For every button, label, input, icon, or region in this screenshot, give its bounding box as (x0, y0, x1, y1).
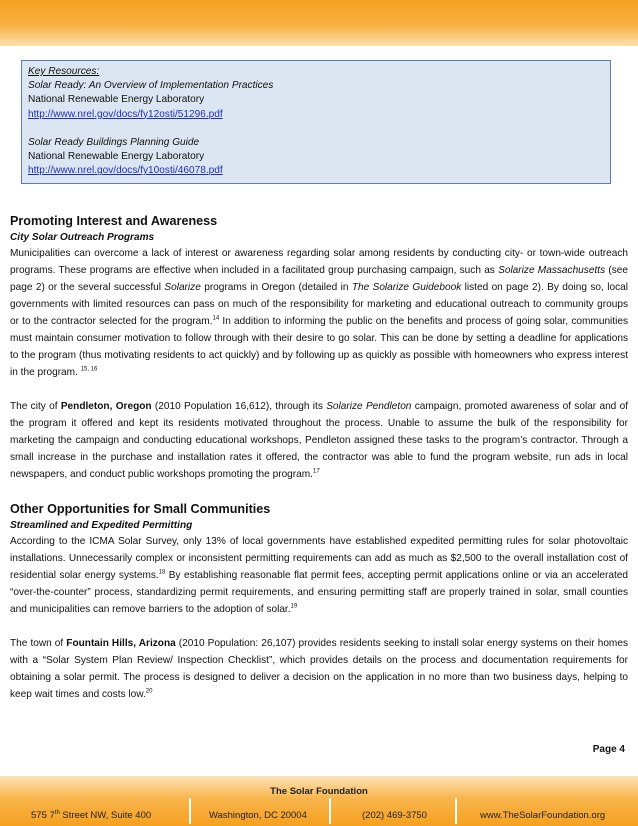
footer-address: 575 7th Street NW, Suite 400 (31, 809, 152, 821)
main-content (10, 212, 628, 703)
subsection-heading: City Solar Outreach Programs (10, 232, 155, 243)
paragraph: The city of Pendleton, Oregon (2010 Population 16,612), through its Solarize Pendleton campaign, promoted awareness of solar and of the program it offered and kept its residents motivated throughout the process. Unable to assume the bulk of the responsibility for marketing the campaign and conducting educational workshops, Pendleton assigned these tasks to the program’s contractor. Through a small increase in the purchase and installation rates it offered, the contractor was able to fund the program website, run ads in local newspapers, and conduct public workshops promoting the program.$^{17}$ (10, 401, 628, 480)
subsection-heading: Streamlined and Expedited Permitting (10, 520, 193, 531)
paragraph: According to the ICMA Solar Survey, only 13% of local governments have established expedited permitting rules for solar photovoltaic installations. Unnecessarily complex or inconsistent permitting requirements can add as much as $2,500 to the overall installation cost of residential solar energy systems.$^{18}$ By establishing reasonable flat permit fees, accepting permit applications online or via an accelerated “over-the-counter” process, standardizing permit requirements, and ensuring permitting staff are properly trained in solar, small counties and municipalities can remove barriers to the adoption of solar.$^{19}$ (10, 536, 628, 615)
footer-phone: (202) 469-3750 (362, 810, 427, 821)
footnote-ref: 17 (312, 468, 320, 475)
paragraph: Municipalities can overcome a lack of interest or awareness regarding solar among residents by conducting city- or town-wide outreach programs. These programs are effective when included in a facilitated group purchasing campaign, such as Solarize Massachusetts (see page 2) or the several successful Solarize programs in Oregon (detailed in The Solarize Guidebook listed on page 2). By doing so, local governments with limited resources can pass on much of the responsibility for marketing and educational outreach to community groups or to the contractor selected for the program.$^{14}$ In addition to informing the public on the benefits and process of going solar, communities must maintain consumer motivation to follow through with their desire to go solar. This can be done by setting a deadline for applications to the program (thus motivating residents to act quickly) and by following up as quickly as possible with homeowners who express interest in the program. $^{15, 16}$ (10, 248, 629, 378)
footnote-ref: 15, 16 (80, 366, 98, 373)
footnote-ref: 18 (158, 569, 166, 576)
footnote-ref: 19 (290, 603, 298, 610)
resource-title: Solar Ready: An Overview of Implementation Practices (28, 80, 274, 92)
resources-heading: Key Resources: (28, 66, 100, 77)
key-resources-box (21, 60, 611, 184)
paragraph: The town of Fountain Hills, Arizona (2010 Population: 26,107) provides residents seeking to install solar energy systems on their homes with a “Solar System Plan Review/ Inspection Checklist”, which provides details on the process and documentation requirements for obtaining a solar permit. The process is designed to deliver a decision on the application in no more than two business days, helping to keep wait times and costs low.$^{20}$ (10, 638, 629, 700)
footer-divider (455, 798, 457, 824)
footer-website[interactable]: www.TheSolarFoundation.org (480, 810, 606, 821)
footer-city: Washington, DC 20004 (209, 810, 307, 821)
section-heading: Promoting Interest and Awareness (10, 214, 218, 228)
resource-link[interactable]: http://www.nrel.gov/docs/fy12osti/51296.pdf (28, 108, 223, 120)
footer (0, 776, 638, 826)
page-number: Page 4 (592, 744, 625, 755)
footnote-ref: 14 (212, 315, 220, 322)
resource-org: National Renewable Energy Laboratory (28, 151, 205, 163)
footnote-ref: 20 (145, 688, 153, 695)
section-heading: Other Opportunities for Small Communities (10, 502, 271, 516)
header-band (0, 0, 638, 46)
footer-divider (329, 798, 331, 824)
footer-org: The Solar Foundation (270, 786, 368, 797)
resource-title: Solar Ready Buildings Planning Guide (28, 136, 200, 148)
resource-org: National Renewable Energy Laboratory (28, 94, 205, 106)
resource-link[interactable]: http://www.nrel.gov/docs/fy10osti/46078.pdf (28, 165, 223, 177)
footer-divider (189, 798, 191, 824)
